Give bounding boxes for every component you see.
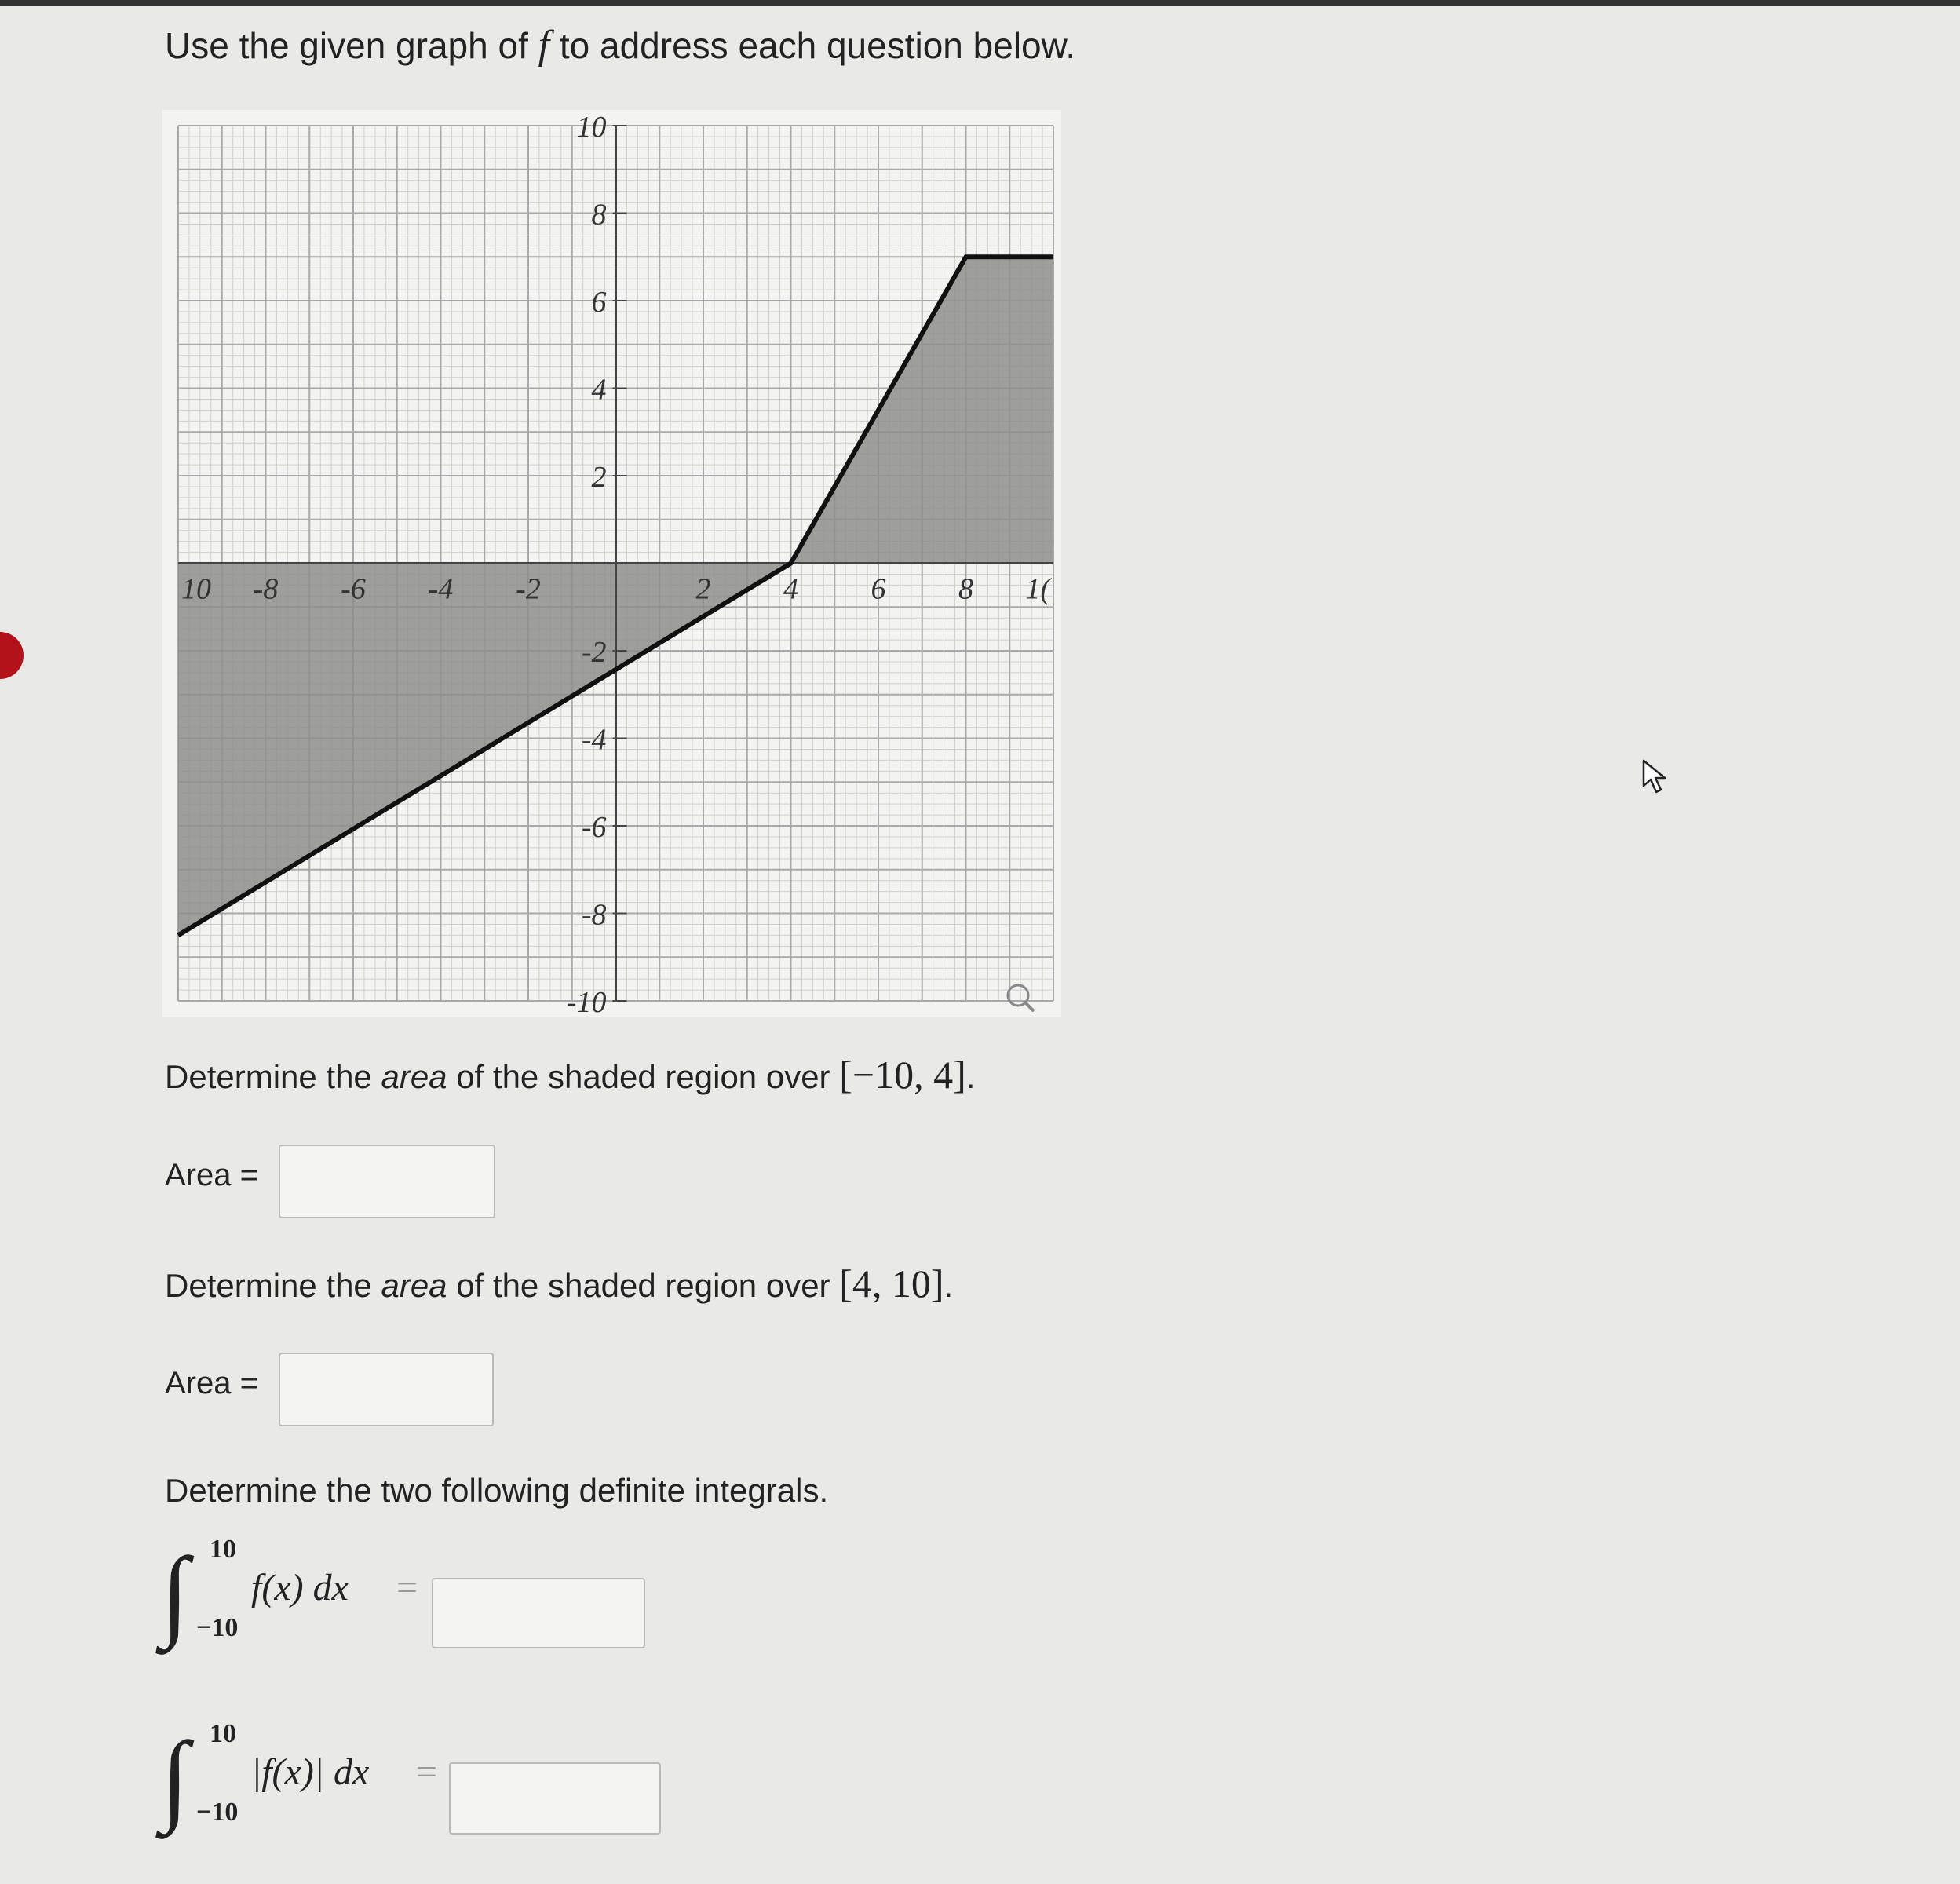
q2-after: of the shaded region over (456, 1267, 830, 1304)
q2-interval: [4, 10] (839, 1261, 944, 1305)
x-tick-label: 4 (783, 572, 798, 606)
prompt-function: f (538, 23, 550, 68)
x-tick-label: 8 (958, 572, 973, 606)
area-2-label: Area = (165, 1366, 258, 1400)
y-tick-label: -8 (581, 898, 607, 932)
y-tick-label: -2 (581, 636, 607, 669)
y-tick-label: 2 (591, 461, 607, 494)
q1-interval: [−10, 4] (839, 1053, 966, 1097)
graph (162, 110, 1061, 1017)
q1-period: . (965, 1058, 976, 1095)
y-tick-label: 6 (591, 286, 607, 319)
y-tick-label: 4 (591, 373, 607, 407)
area-2-input[interactable] (279, 1353, 494, 1426)
area-1-label: Area = (165, 1158, 258, 1192)
q2-period: . (944, 1267, 954, 1304)
question-3: Determine the two following definite integrals. (165, 1472, 829, 1509)
notification-dot (0, 632, 24, 679)
prompt-after: to address each question below. (559, 25, 1076, 66)
area-1-input[interactable] (279, 1145, 495, 1218)
integral-2-upper: 10 (210, 1719, 236, 1748)
integral-1-sign: ∫ (161, 1537, 189, 1650)
x-tick-label: 2 (695, 572, 711, 606)
x-tick-label: -8 (253, 572, 279, 606)
integral-1-expr: f(x) dx (251, 1567, 349, 1608)
y-tick-label: 10 (576, 111, 607, 144)
q2-emph: area (381, 1267, 447, 1304)
integral-2-expr: |f(x)| dx (251, 1751, 370, 1793)
mouse-cursor-icon (1641, 758, 1672, 797)
x-tick-label: -6 (341, 572, 366, 606)
prompt-before: Use the given graph of (165, 25, 528, 66)
integral-1-equals: = (396, 1567, 418, 1608)
y-tick-label: -10 (566, 986, 607, 1017)
q2-before: Determine the (165, 1267, 372, 1304)
x-tick-label: 1( (1025, 572, 1050, 606)
top-bar (0, 0, 1960, 6)
x-tick-label: -2 (516, 572, 541, 606)
integral-2-sign: ∫ (161, 1722, 189, 1835)
integral-2-lower: −10 (196, 1798, 239, 1827)
y-tick-label: 8 (591, 198, 607, 232)
integral-1-lower: −10 (196, 1613, 239, 1642)
y-tick-label: -4 (581, 723, 607, 757)
y-tick-label: -6 (581, 811, 607, 844)
x-tick-label: -4 (428, 572, 454, 606)
integral-1-input[interactable] (432, 1578, 645, 1648)
q1-after: of the shaded region over (456, 1058, 830, 1095)
integral-2-input[interactable] (449, 1762, 661, 1835)
question-2 (165, 1261, 953, 1306)
x-tick-label: 10 (181, 572, 211, 606)
graph-svg (162, 110, 1061, 1017)
x-tick-label: 6 (871, 572, 886, 606)
q1-emph: area (381, 1058, 447, 1095)
integral-1-upper: 10 (210, 1535, 236, 1564)
prompt-text (165, 22, 1075, 68)
q1-before: Determine the (165, 1058, 372, 1095)
integral-2-equals: = (416, 1751, 438, 1793)
question-1 (165, 1052, 975, 1097)
